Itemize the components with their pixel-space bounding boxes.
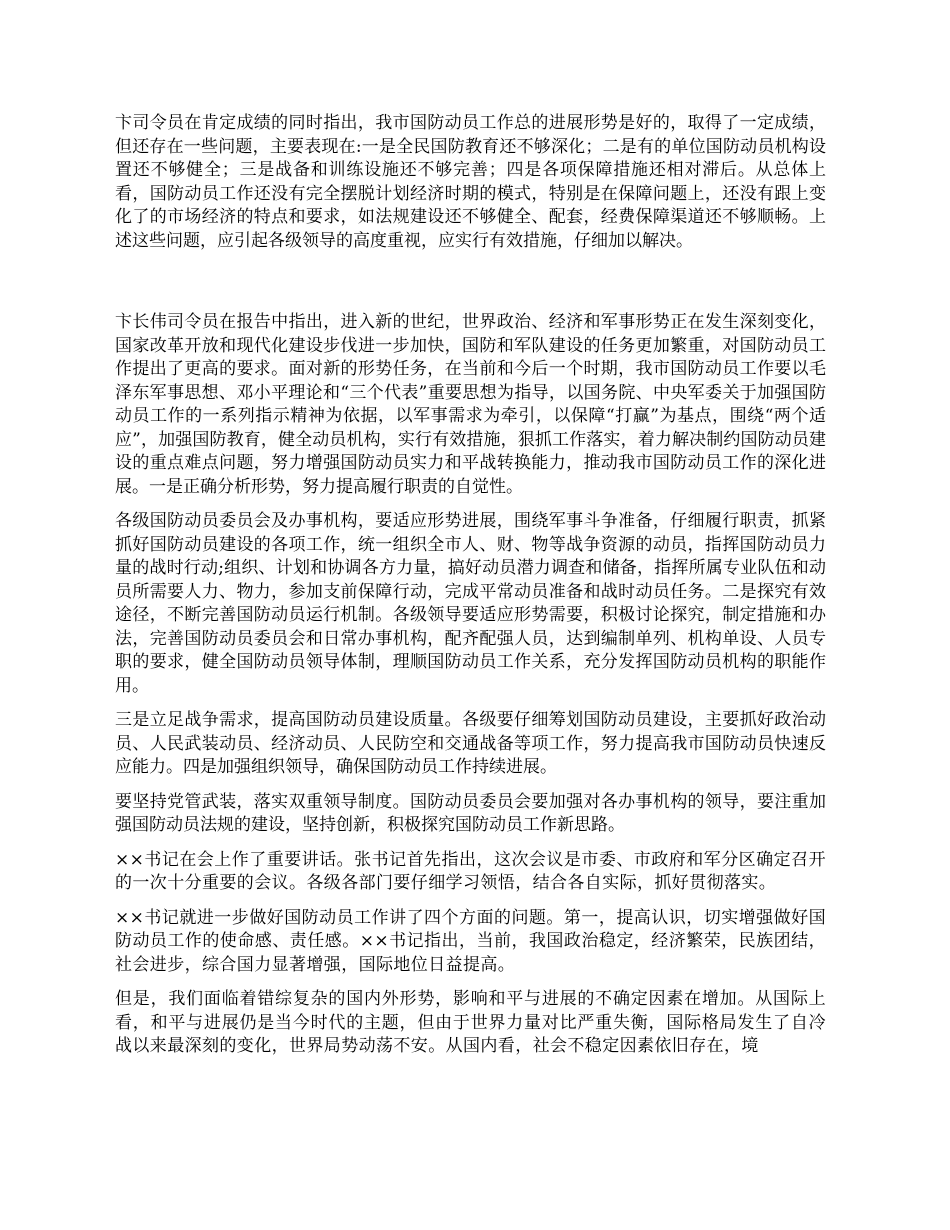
document-body bbox=[115, 112, 826, 1059]
paragraph-5: 要坚持党管武装，落实双重领导制度。国防动员委员会要加强对各办事机构的领导，要注重加强国防动员法规的建设，坚持创新，积极探究国防动员工作新思路。 bbox=[115, 791, 826, 835]
paragraph-6: ××书记在会上作了重要讲话。张书记首先指出，这次会议是市委、市政府和军分区确定召开的一次十分重要的会议。各级各部门要仔细学习领悟，结合各自实际，抓好贯彻落实。 bbox=[115, 849, 826, 893]
paragraph-4: 三是立足战争需求，提高国防动员建设质量。各级要仔细筹划国防动员建设，主要抓好政治动员、人民武装动员、经济动员、人民防空和交通战备等项工作，努力提高我市国防动员快速反应能力。四是加强组织领导，确保国防动员工作持续进展。 bbox=[115, 710, 826, 777]
paragraph-7: ××书记就进一步做好国防动员工作讲了四个方面的问题。第一，提高认识，切实增强做好国防动员工作的使命感、责任感。××书记指出，当前，我国政治稳定，经济繁荣，民族团结，社会进步，综合国力显著增强，国际地位日益提高。 bbox=[115, 907, 826, 975]
paragraph-8: 但是，我们面临着错综复杂的国内外形势，影响和平与进展的不确定因素在增加。从国际上看，和平与进展仍是当今时代的主题，但由于世界力量对比严重失衡，国际格局发生了自冷战以来最深刻的变化，世界局势动荡不安。从国内看，社会不稳定因素依旧存在，境 bbox=[115, 989, 826, 1056]
paragraph-1: 卞司令员在肯定成绩的同时指出，我市国防动员工作总的进展形势是好的，取得了一定成绩，但还存在一些问题，主要表现在:一是全民国防教育还不够深化；二是有的单位国防动员机构设置还不够健全；三是战备和训练设施还不够完善；四是各项保障措施还相对滞后。从总体上看，国防动员工作还没有完全摆脱计划经济时期的模式，特别是在保障问题上，还没有跟上变化了的市场经济的特点和要求，如法规建设还不够健全、配套，经费保障渠道还不够顺畅。上述这些问题，应引起各级领导的高度重视，应实行有效措施，仔细加以解决。 bbox=[115, 113, 826, 251]
paragraph-2: 卞长伟司令员在报告中指出，进入新的世纪，世界政治、经济和军事形势正在发生深刻变化，国家改革开放和现代化建设步伐进一步加快，国防和军队建设的任务更加繁重，对国防动员工作提出了更高的要求。面对新的形势任务，在当前和今后一个时期，我市国防动员工作要以毛泽东军事思想、邓小平理论和“三个代表”重要思想为指导，以国务院、中央军委关于加强国防动员工作的一系列指示精神为依据，以军事需求为牵引，以保障“打赢”为基点，围绕“两个适应”，加强国防教育，健全动员机构，实行有效措施，狠抓工作落实，着力解决制约国防动员建设的重点难点问题，努力增强国防动员实力和平战转换能力，推动我市国防动员工作的深化进展。一是正确分析形势，努力提高履行职责的自觉性。 bbox=[115, 312, 826, 497]
paragraph-3: 各级国防动员委员会及办事机构，要适应形势进展，围绕军事斗争准备，仔细履行职责，抓紧抓好国防动员建设的各项工作，统一组织全市人、财、物等战争资源的动员，指挥国防动员力量的战时行动;组织、计划和协调各方力量，搞好动员潜力调查和储备，指挥所属专业队伍和动员所需要人力、物力，参加支前保障行动，完成平常动员准备和战时动员任务。二是探究有效途径，不断完善国防动员运行机制。各级领导要适应形势需要，积极讨论探究，制定措施和办法，完善国防动员委员会和日常办事机构，配齐配强人员，达到编制单列、机构单设、人员专职的要求，健全国防动员领导体制，理顺国防动员工作关系，充分发挥国防动员机构的职能作用。 bbox=[115, 511, 826, 696]
